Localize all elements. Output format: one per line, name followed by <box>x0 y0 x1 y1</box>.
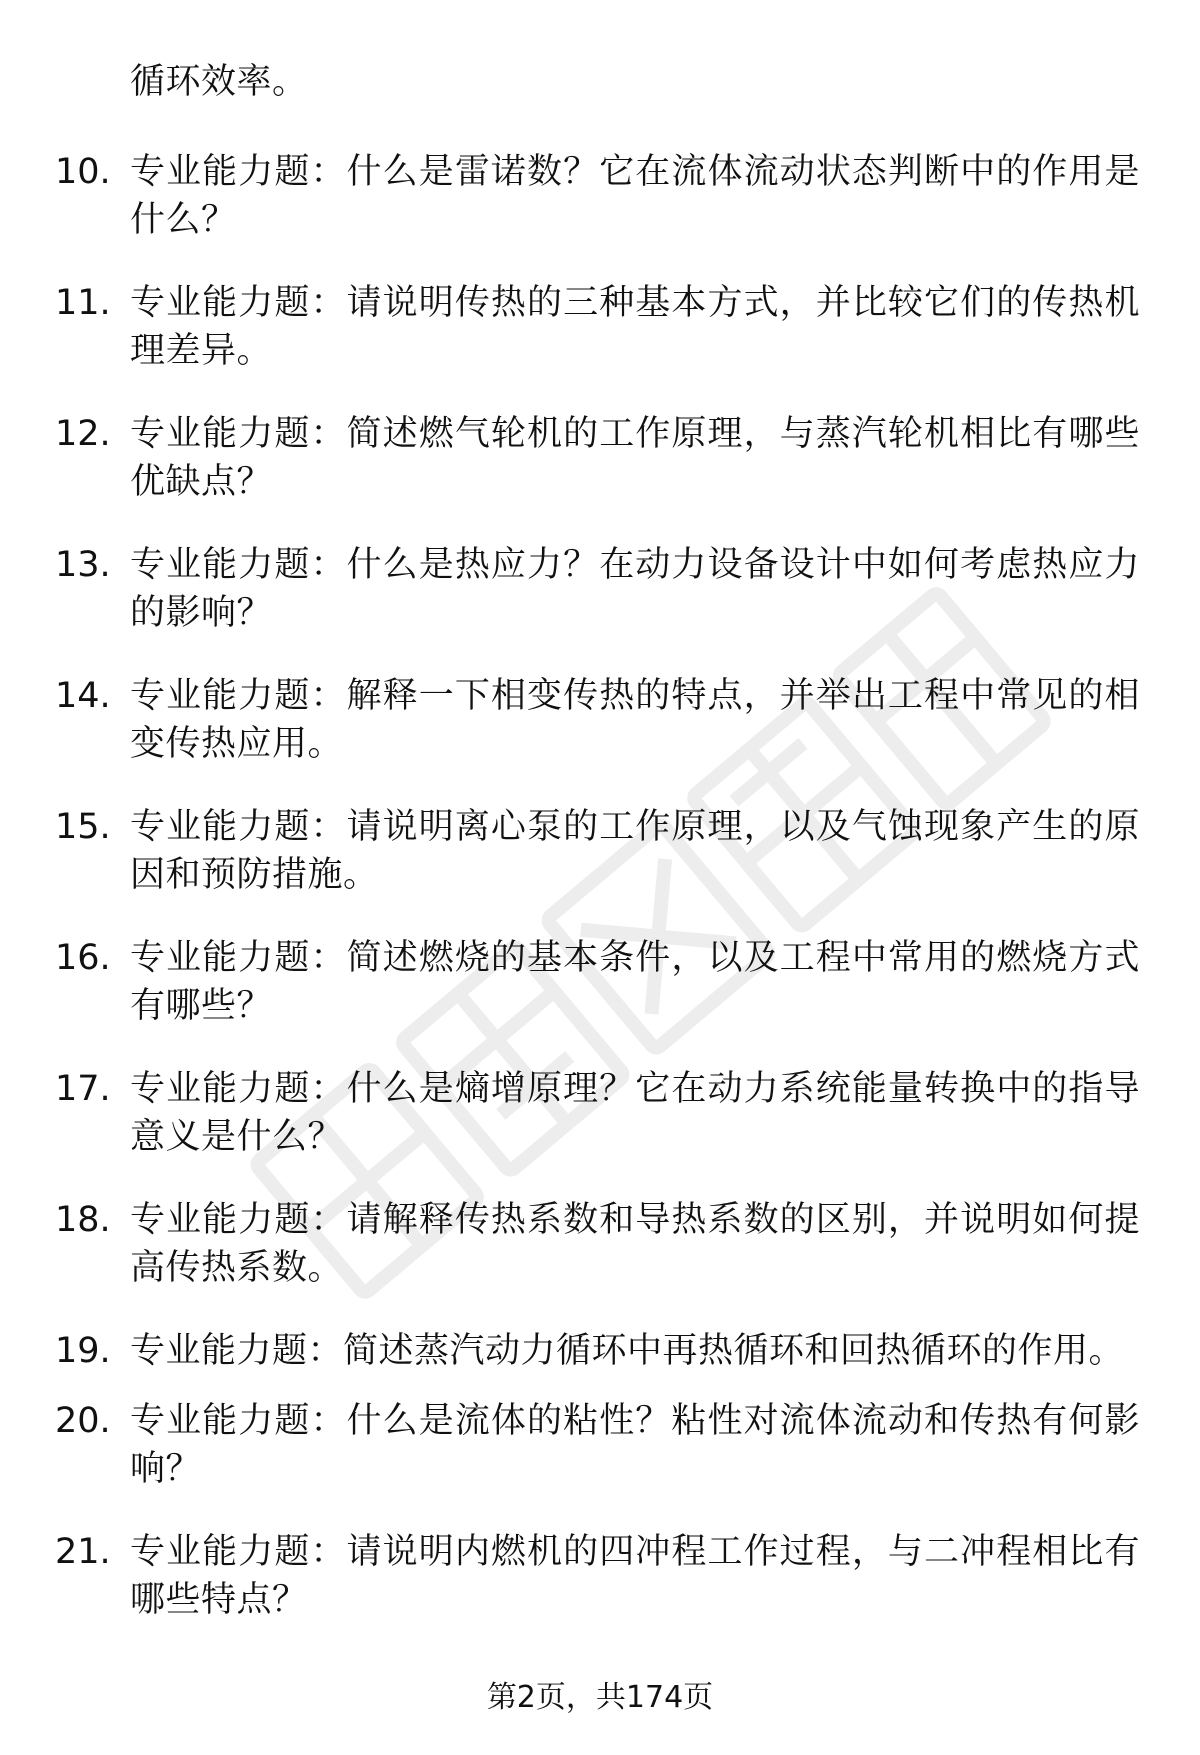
question-number: 10. <box>55 152 111 192</box>
question-text: 专业能力题：什么是雷诺数？它在流体流动状态判断中的作用是什么？ <box>130 152 1140 240</box>
question-text: 专业能力题：请说明离心泵的工作原理，以及气蚀现象产生的原因和预防措施。 <box>130 807 1140 895</box>
question-item-14 <box>0 672 1200 803</box>
question-item-17 <box>0 1065 1200 1196</box>
question-text: 专业能力题：简述燃气轮机的工作原理，与蒸汽轮机相比有哪些优缺点？ <box>130 414 1140 502</box>
question-item-21 <box>0 1528 1200 1659</box>
question-number: 21. <box>55 1532 111 1572</box>
question-item-15 <box>0 803 1200 934</box>
question-text: 专业能力题：简述燃烧的基本条件，以及工程中常用的燃烧方式有哪些？ <box>130 938 1140 1026</box>
page-footer: 第2页，共174页 <box>486 1680 714 1715</box>
question-text: 专业能力题：请解释传热系数和导热系数的区别，并说明如何提高传热系数。 <box>130 1200 1140 1288</box>
question-item-11 <box>0 279 1200 410</box>
question-item-13 <box>0 541 1200 672</box>
question-item-16 <box>0 934 1200 1065</box>
question-text: 专业能力题：简述蒸汽动力循环中再热循环和回热循环的作用。 <box>130 1331 1125 1371</box>
question-item-20 <box>0 1397 1200 1528</box>
question-number: 14. <box>55 676 111 716</box>
question-item-19 <box>0 1327 1200 1397</box>
question-item-12 <box>0 410 1200 541</box>
question-item-10 <box>0 148 1200 279</box>
question-number: 18. <box>55 1200 111 1240</box>
question-text: 专业能力题：请说明内燃机的四冲程工作过程，与二冲程相比有哪些特点？ <box>130 1532 1140 1620</box>
question-number: 19. <box>55 1331 111 1371</box>
continuation-text: 循环效率。 <box>130 62 308 102</box>
question-number: 15. <box>55 807 111 847</box>
question-number: 20. <box>55 1401 111 1441</box>
question-number: 16. <box>55 938 111 978</box>
question-number: 17. <box>55 1069 111 1109</box>
question-text: 专业能力题：什么是流体的粘性？粘性对流体流动和传热有何影响？ <box>130 1401 1140 1489</box>
question-list <box>0 148 1200 1659</box>
question-number: 12. <box>55 414 111 454</box>
question-number: 13. <box>55 545 111 585</box>
question-item-18 <box>0 1196 1200 1327</box>
question-text: 专业能力题：解释一下相变传热的特点，并举出工程中常见的相变传热应用。 <box>130 676 1140 764</box>
question-text: 专业能力题：什么是熵增原理？它在动力系统能量转换中的指导意义是什么？ <box>130 1069 1140 1157</box>
question-text: 专业能力题：请说明传热的三种基本方式，并比较它们的传热机理差异。 <box>130 283 1140 371</box>
question-number: 11. <box>55 283 111 323</box>
question-text: 专业能力题：什么是热应力？在动力设备设计中如何考虑热应力的影响？ <box>130 545 1140 633</box>
